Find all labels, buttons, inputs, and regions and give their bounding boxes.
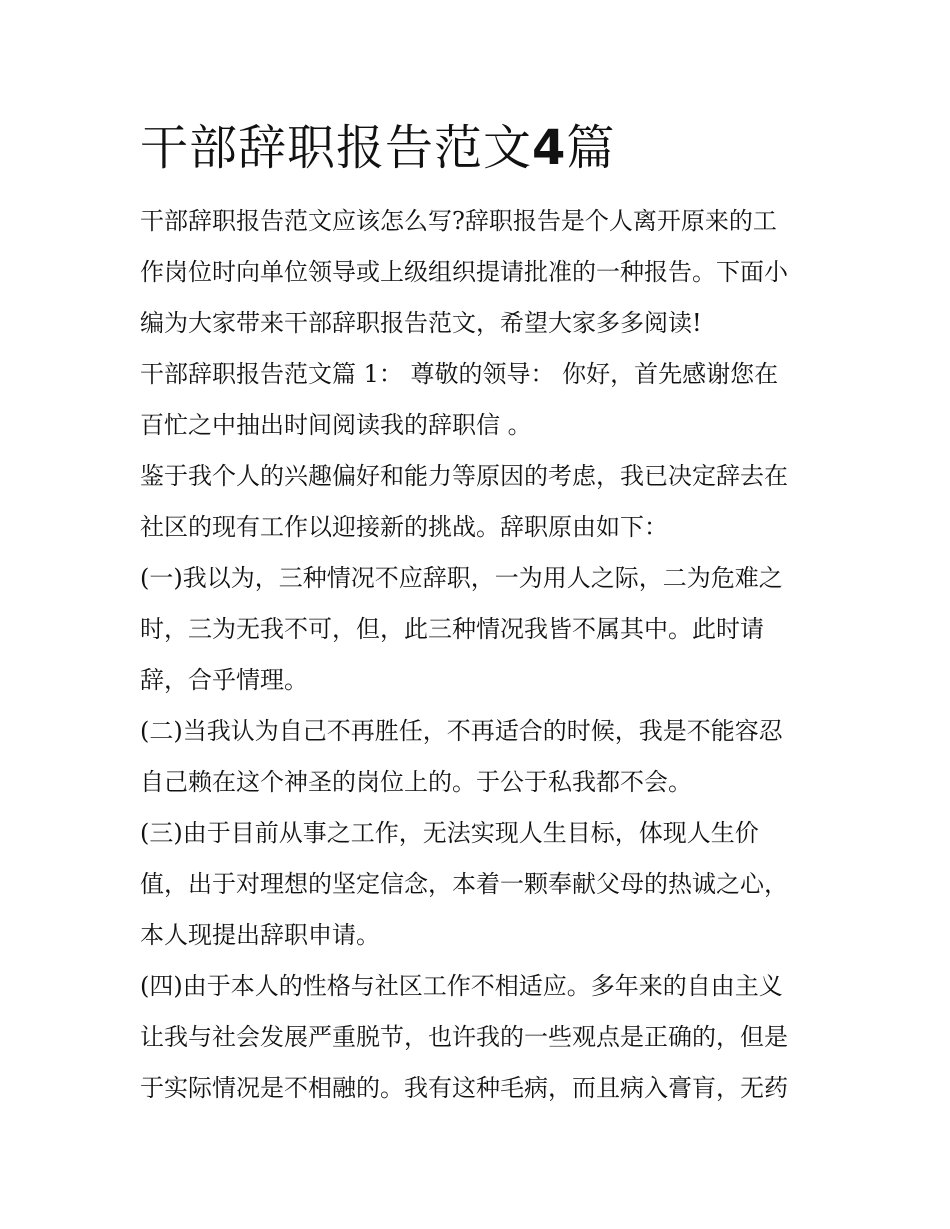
text-line-14: 值，出于对理想的坚定信念，本着一颗奉献父母的热诚之心， bbox=[140, 870, 788, 898]
text-line-7: 社区的现有工作以迎接新的挑战。辞职原由如下： bbox=[140, 513, 668, 541]
text-line-12: 自己赖在这个神圣的岗位上的。于公于私我都不会。 bbox=[140, 768, 692, 796]
text-line-17: 让我与社会发展严重脱节，也许我的一些观点是正确的，但是 bbox=[140, 1023, 788, 1051]
text-line-9: 时，三为无我不可，但，此三种情况我皆不属其中。此时请 bbox=[140, 615, 764, 643]
text-line-2: 作岗位时向单位领导或上级组织提请批准的一种报告。下面小 bbox=[140, 258, 788, 286]
title-number: 4 bbox=[532, 120, 567, 176]
text-line-13: (三)由于目前从事之工作，无法实现人生目标，体现人生价 bbox=[140, 819, 759, 847]
text-line-11: (二)当我认为自己不再胜任，不再适合的时候，我是不能容忍 bbox=[140, 717, 783, 745]
text-line-8: (一)我以为，三种情况不应辞职，一为用人之际，二为危难之 bbox=[140, 564, 783, 592]
text-line-6: 鉴于我个人的兴趣偏好和能力等原因的考虑，我已决定辞去在 bbox=[140, 462, 788, 490]
text-line-3: 编为大家带来干部辞职报告范文，希望大家多多阅读! bbox=[140, 309, 702, 337]
text-line-4: 干部辞职报告范文篇 1： 尊敬的领导： 你好，首先感谢您在 bbox=[140, 360, 779, 388]
text-line-10: 辞，合乎情理。 bbox=[140, 666, 308, 694]
title-tail: 篇 bbox=[566, 120, 616, 176]
text-line-5: 百忙之中抽出时间阅读我的辞职信 。 bbox=[140, 411, 532, 439]
text-line-18: 于实际情况是不相融的。我有这种毛病，而且病入膏肓，无药 bbox=[140, 1074, 788, 1102]
title-main: 干部辞职报告范文 bbox=[140, 120, 533, 176]
text-line-1: 干部辞职报告范文应该怎么写?辞职报告是个人离开原来的工 bbox=[140, 207, 777, 235]
text-line-16: (四)由于本人的性格与社区工作不相适应。多年来的自由主义 bbox=[140, 972, 783, 1000]
document-title bbox=[140, 118, 615, 178]
text-line-15: 本人现提出辞职申请。 bbox=[140, 921, 380, 949]
